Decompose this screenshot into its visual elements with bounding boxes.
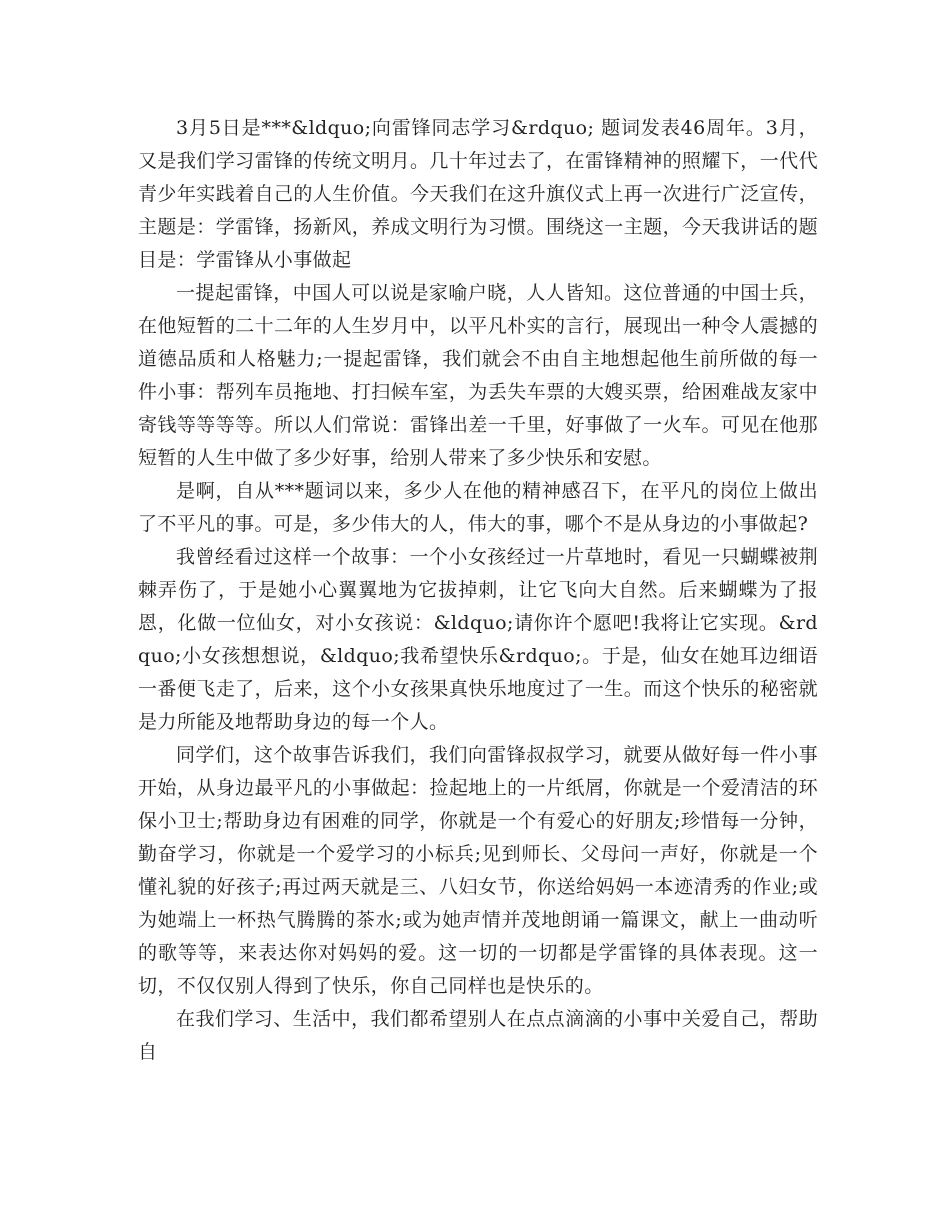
- paragraph: 3月5日是***&ldquo;向雷锋同志学习&rdquo; 题词发表46周年。3月，又是我们学习雷锋的传统文明月。几十年过去了，在雷锋精神的照耀下，一代代青少年实践着自己的人生价值。今天我们在这升旗仪式上再一次进行广泛宣传，主题是：学雷锋，扬新风，养成文明行为习惯。围绕这一主题，今天我讲话的题目是：学雷锋从小事做起: [138, 117, 818, 271]
- paragraph: 在我们学习、生活中，我们都希望别人在点点滴滴的小事中关爱自己，帮助自: [138, 1008, 818, 1063]
- paragraph: 我曾经看过这样一个故事：一个小女孩经过一片草地时，看见一只蝴蝶被荆棘弄伤了，于是她小心翼翼地为它拔掉刺，让它飞向大自然。后来蝴蝶为了报恩，化做一位仙女，对小女孩说：&ldquo;请你许个愿吧!我将让它实现。&rdquo;小女孩想想说，&ldquo;我希望快乐&rdquo;。于是，仙女在她耳边细语一番便飞走了，后来，这个小女孩果真快乐地度过了一生。而这个快乐的秘密就是力所能及地帮助身边的每一个人。: [138, 546, 818, 733]
- paragraph: 是啊，自从***题词以来，多少人在他的精神感召下，在平凡的岗位上做出了不平凡的事。可是，多少伟大的人，伟大的事，哪个不是从身边的小事做起?: [138, 480, 818, 535]
- paragraph: 一提起雷锋，中国人可以说是家喻户晓，人人皆知。这位普通的中国士兵，在他短暂的二十二年的人生岁月中，以平凡朴实的言行，展现出一种令人震撼的道德品质和人格魅力;一提起雷锋，我们就会不由自主地想起他生前所做的每一件小事：帮列车员拖地、打扫候车室，为丢失车票的大嫂买票，给困难战友家中寄钱等等等等。所以人们常说：雷锋出差一千里，好事做了一火车。可见在他那短暂的人生中做了多少好事，给别人带来了多少快乐和安慰。: [138, 282, 818, 469]
- document-body: [138, 112, 818, 1069]
- paragraph: 同学们，这个故事告诉我们，我们向雷锋叔叔学习，就要从做好每一件小事开始，从身边最平凡的小事做起：捡起地上的一片纸屑，你就是一个爱清洁的环保小卫士;帮助身边有困难的同学，你就是一个有爱心的好朋友;珍惜每一分钟，勤奋学习，你就是一个爱学习的小标兵;见到师长、父母问一声好，你就是一个懂礼貌的好孩子;再过两天就是三、八妇女节，你送给妈妈一本迹清秀的作业;或为她端上一杯热气腾腾的茶水;或为她声情并茂地朗诵一篇课文，献上一曲动听的歌等等，来表达你对妈妈的爱。这一切的一切都是学雷锋的具体表现。这一切，不仅仅别人得到了快乐，你自己同样也是快乐的。: [138, 744, 818, 997]
